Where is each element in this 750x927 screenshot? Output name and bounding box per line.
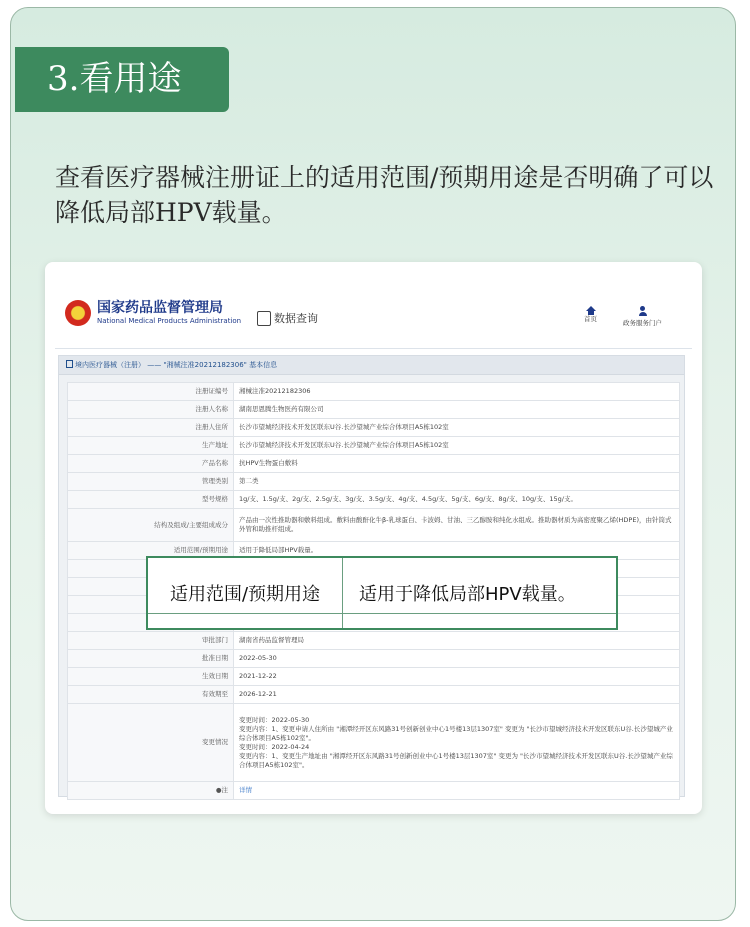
nav-portal[interactable] [623, 306, 662, 327]
row-value: 适用于降低局部HPV载量。 [234, 542, 680, 560]
row-value: 抗HPV生物蛋白敷料 [234, 455, 680, 473]
screenshot-card [45, 262, 702, 814]
row-key: 批准日期 [68, 650, 234, 668]
nav-home[interactable] [584, 306, 597, 327]
row-key: 注册人住所 [68, 419, 234, 437]
user-icon [639, 306, 647, 316]
table-row [68, 401, 680, 419]
row-value: 长沙市望城经济技术开发区联东U谷.长沙望城产业综合体项目A5栋102室 [234, 437, 680, 455]
table-row [68, 632, 680, 650]
top-nav [584, 306, 662, 327]
row-value: 2026-12-21 [234, 686, 680, 704]
panel-title-bar [59, 356, 684, 375]
national-emblem-icon [65, 300, 91, 326]
row-value: 变更时间：2022-05-30 变更内容：1、变更申请人住所由 "湘潭经开区东风路31号创新创业中心1号楼13层1307室" 变更为 "长沙市望城经济技术开发区联东U谷.长沙望城产业综合体项目A5栋102室"。 变更时间：2022-04-24 变更内容：1、变更生产地址由 "湘潭经开区东风路31号创新创业中心1号楼13层1307室" 变更为 "长沙市望城经济技术开发区联东U谷.长沙望城产业综合体项目A5栋102室"。 [234, 704, 680, 782]
table-row [68, 437, 680, 455]
row-value: 湖南省药品监督管理局 [234, 632, 680, 650]
row-key: 生产地址 [68, 437, 234, 455]
home-icon [586, 306, 596, 311]
row-value: 长沙市望城经济技术开发区联东U谷.长沙望城产业综合体项目A5栋102室 [234, 419, 680, 437]
row-value: 湖南思恩腾生物医药有限公司 [234, 401, 680, 419]
row-key: 型号规格 [68, 491, 234, 509]
search-document-icon [257, 311, 271, 326]
callout-label: 适用范围/预期用途 [148, 558, 343, 628]
row-key: 变更情况 [68, 704, 234, 782]
row-key: 产品名称 [68, 455, 234, 473]
divider [55, 348, 692, 349]
table-row [68, 686, 680, 704]
brand-en: National Medical Products Administration [97, 317, 242, 325]
table-row [68, 455, 680, 473]
intro-text: 查看医疗器械注册证上的适用范围/预期用途是否明确了可以降低局部HPV载量。 [55, 163, 714, 227]
nav-home-label: 首页 [584, 315, 597, 323]
row-value: 2021-12-22 [234, 668, 680, 686]
callout-value: 适用于降低局部HPV载量。 [343, 558, 616, 628]
brand-cn: 国家药品监督管理局 [97, 300, 223, 316]
table-row [68, 782, 680, 800]
row-key: ●注 [68, 782, 234, 800]
table-row [68, 383, 680, 401]
row-key: 适用范围/预期用途 [68, 542, 234, 560]
table-row [68, 704, 680, 782]
row-key: 管理类别 [68, 473, 234, 491]
row-key: 注册证编号 [68, 383, 234, 401]
table-row [68, 650, 680, 668]
document-icon [66, 360, 73, 368]
agency-brand[interactable] [65, 300, 241, 326]
callout-strip [148, 613, 616, 628]
zoom-callout [146, 556, 618, 630]
row-value: 2022-05-30 [234, 650, 680, 668]
data-query-label: 数据查询 [274, 312, 318, 325]
section-heading: 3.看用途 [15, 47, 229, 112]
nav-portal-label: 政务服务门户 [623, 319, 662, 327]
row-value: 湘械注准20212182306 [234, 383, 680, 401]
table-row [68, 509, 680, 542]
row-key: 结构及组成/主要组成成分 [68, 509, 234, 542]
row-value[interactable]: 详情 [234, 782, 680, 800]
table-row [68, 668, 680, 686]
row-value: 产品由一次性推助器和敷料组成。敷料由酸酐化牛β-乳球蛋白、卡波姆、甘油、三乙醇胺和纯化水组成。推助器材质为高密度聚乙烯(HDPE)，由针筒式外管和助推杆组成。 [234, 509, 680, 542]
row-value: 第二类 [234, 473, 680, 491]
panel-title: 境内医疗器械（注册） —— "湘械注准20212182306" 基本信息 [75, 361, 278, 369]
table-row [68, 419, 680, 437]
row-key: 审批部门 [68, 632, 234, 650]
table-row [68, 473, 680, 491]
row-key: 生效日期 [68, 668, 234, 686]
row-value: 1g/支、1.5g/支、2g/支、2.5g/支、3g/支、3.5g/支、4g/支、4.5g/支、5g/支、6g/支、8g/支、10g/支、15g/支。 [234, 491, 680, 509]
row-key: 注册人名称 [68, 401, 234, 419]
data-query-link[interactable] [257, 310, 318, 326]
table-row [68, 491, 680, 509]
row-key: 有效期至 [68, 686, 234, 704]
